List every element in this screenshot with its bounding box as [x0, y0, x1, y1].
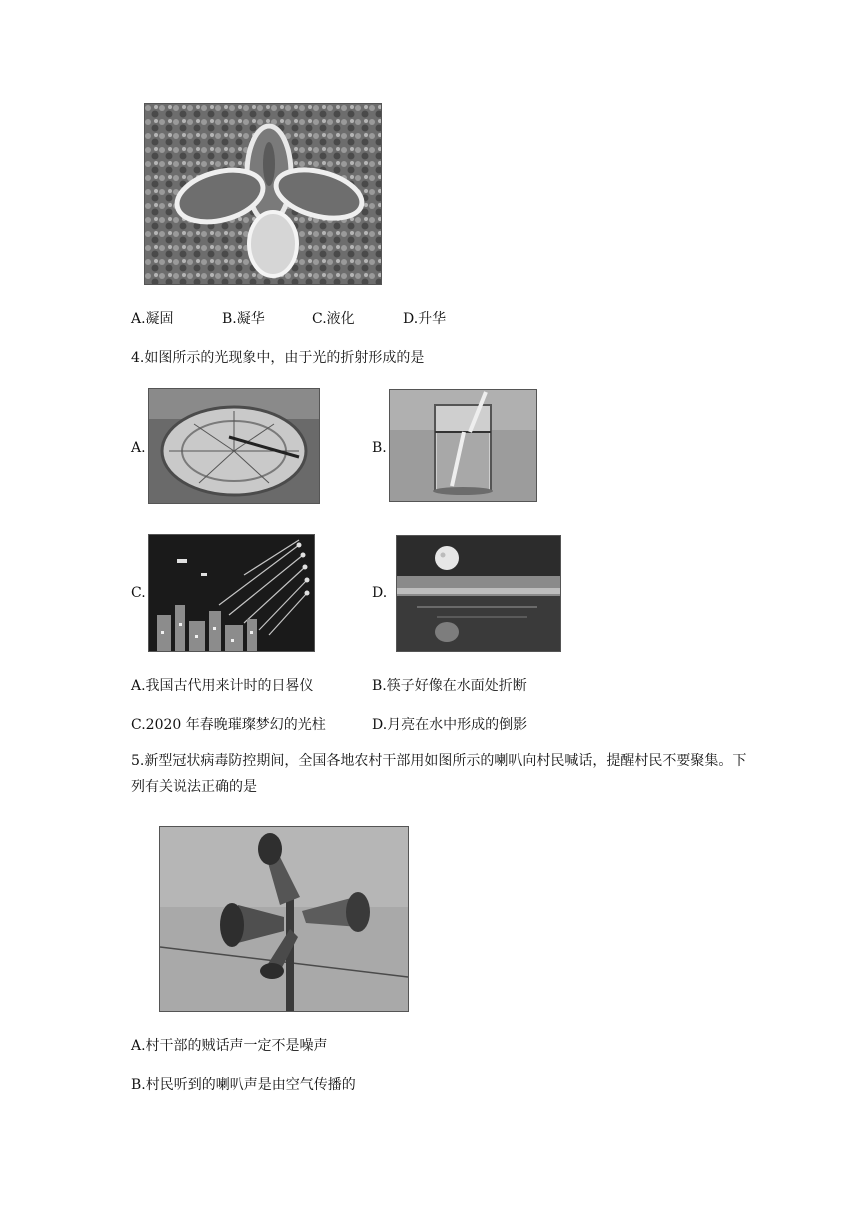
moon-reflection-image	[397, 536, 560, 651]
q4-stem: 4.如图所示的光现象中，由于光的折射形成的是	[131, 350, 425, 366]
light-beams-photo	[148, 534, 315, 652]
frost-plant-photo	[144, 103, 382, 285]
q4-option-a[interactable]: A.我国古代用来计时的日晷仪	[131, 678, 314, 694]
q4-option-c[interactable]: C.2020 年春晚璀璨梦幻的光柱	[131, 717, 326, 733]
chopsticks-glass-photo	[389, 389, 537, 502]
moon-reflection-photo	[396, 535, 561, 652]
q4-option-b[interactable]: B.筷子好像在水面处折断	[372, 678, 527, 694]
q4-image-label-c: C.	[131, 585, 146, 601]
q4-image-label-a: A.	[131, 440, 146, 456]
loudspeaker-photo	[159, 826, 409, 1012]
q3-option-b[interactable]: B.凝华	[222, 311, 265, 327]
light-beams-image	[149, 535, 314, 651]
q5-option-b[interactable]: B.村民听到的喇叭声是由空气传播的	[131, 1077, 356, 1093]
loudspeaker-image	[160, 827, 408, 1011]
q4-option-d[interactable]: D.月亮在水中形成的倒影	[372, 717, 528, 733]
q4-image-label-b: B.	[372, 440, 387, 456]
q5-option-a[interactable]: A.村干部的贼话声一定不是噪声	[131, 1038, 328, 1054]
q3-option-d[interactable]: D.升华	[403, 311, 447, 327]
sundial-image	[149, 389, 319, 503]
q3-option-a[interactable]: A.凝固	[131, 311, 174, 327]
frost-plant-image	[145, 104, 381, 284]
chopsticks-glass-image	[390, 390, 536, 501]
q3-option-c[interactable]: C.液化	[312, 311, 355, 327]
q4-image-label-d: D.	[372, 585, 388, 601]
q5-stem: 5.新型冠状病毒防控期间，全国各地农村干部用如图所示的喇叭向村民喊话，提醒村民不要聚集。下列有关说法正确的是	[131, 753, 747, 795]
sundial-photo	[148, 388, 320, 504]
